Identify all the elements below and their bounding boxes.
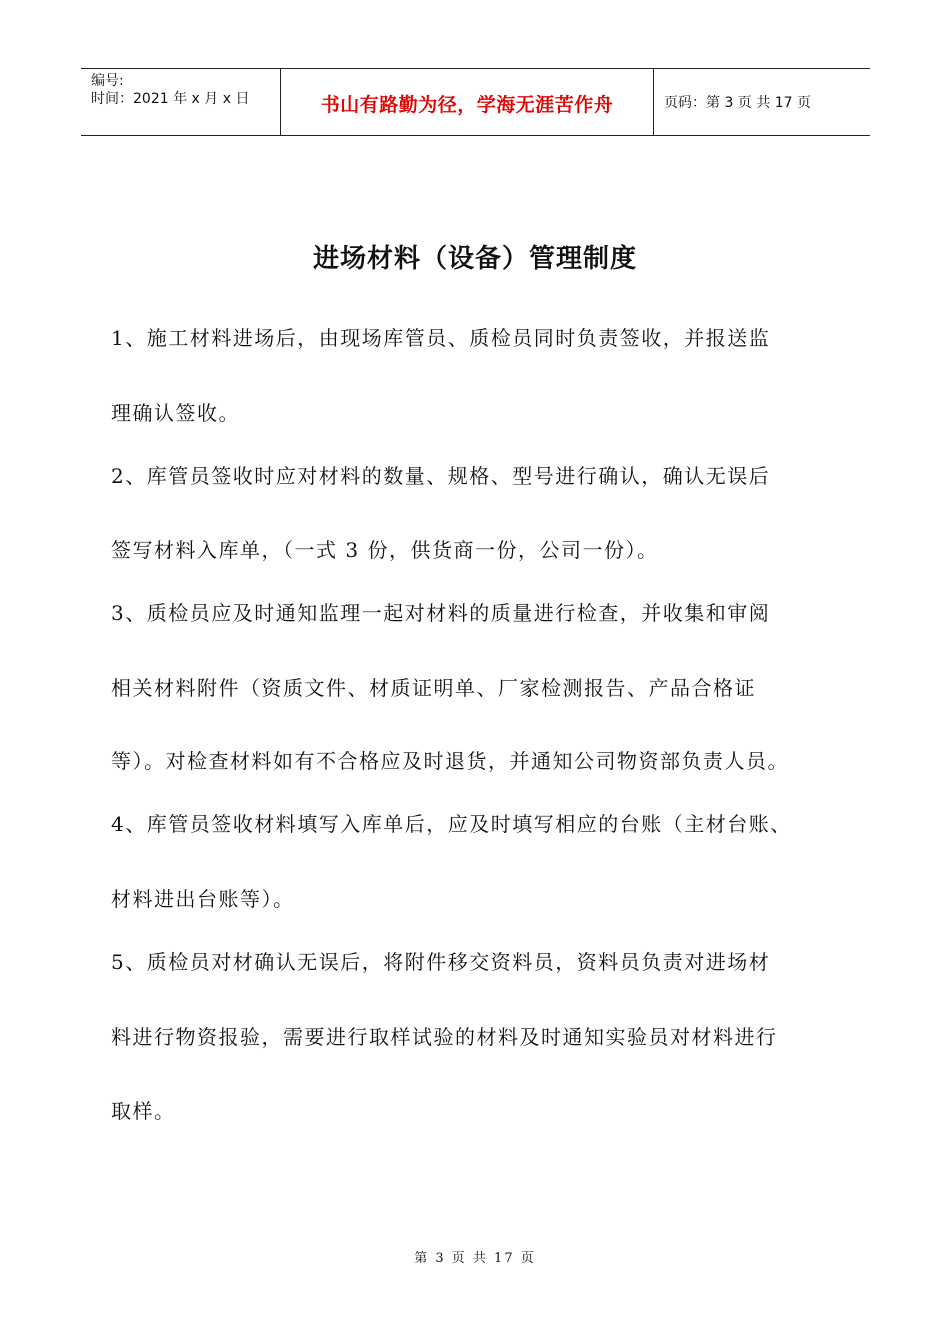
body-line: 取样。: [111, 1099, 176, 1123]
motto: 书山有路勤为径，学海无涯苦作舟: [281, 69, 654, 135]
page-footer: 第 3 页 共 17 页: [414, 1251, 536, 1266]
body-line: 料进行物资报验，需要进行取样试验的材料及时通知实验员对材料进行: [111, 1025, 778, 1049]
header-left-cell: [81, 69, 281, 135]
body-line: 材料进出台账等）。: [111, 887, 295, 911]
body-line: 1、施工材料进场后，由现场库管员、质检员同时负责签收，并报送监: [111, 326, 771, 350]
header-table: [81, 68, 870, 136]
body-line: 等）。对检查材料如有不合格应及时退货，并通知公司物资部负责人员。: [111, 749, 789, 773]
body-line: 5、质检员对材确认无误后，将附件移交资料员，资料员负责对进场材: [111, 950, 771, 974]
body-line: 签写材料入库单，（一式 3 份，供货商一份，公司一份）。: [111, 538, 659, 562]
body-line: 相关材料附件（资质文件、材质证明单、厂家检测报告、产品合格证: [111, 676, 756, 700]
number-label: 编号:: [91, 73, 124, 89]
body-line: 3、质检员应及时通知监理一起对材料的质量进行检查，并收集和审阅: [111, 601, 771, 625]
date-label: 时间：2021 年 x 月 x 日: [91, 91, 250, 107]
page-info: 页码：第 3 页 共 17 页: [664, 95, 811, 111]
body-line: 4、库管员签收材料填写入库单后，应及时填写相应的台账（主材台账、: [111, 812, 792, 836]
body-line: 2、库管员签收时应对材料的数量、规格、型号进行确认，确认无误后: [111, 464, 771, 488]
document-title: 进场材料（设备）管理制度: [312, 244, 637, 274]
body-line: 理确认签收。: [111, 401, 240, 425]
